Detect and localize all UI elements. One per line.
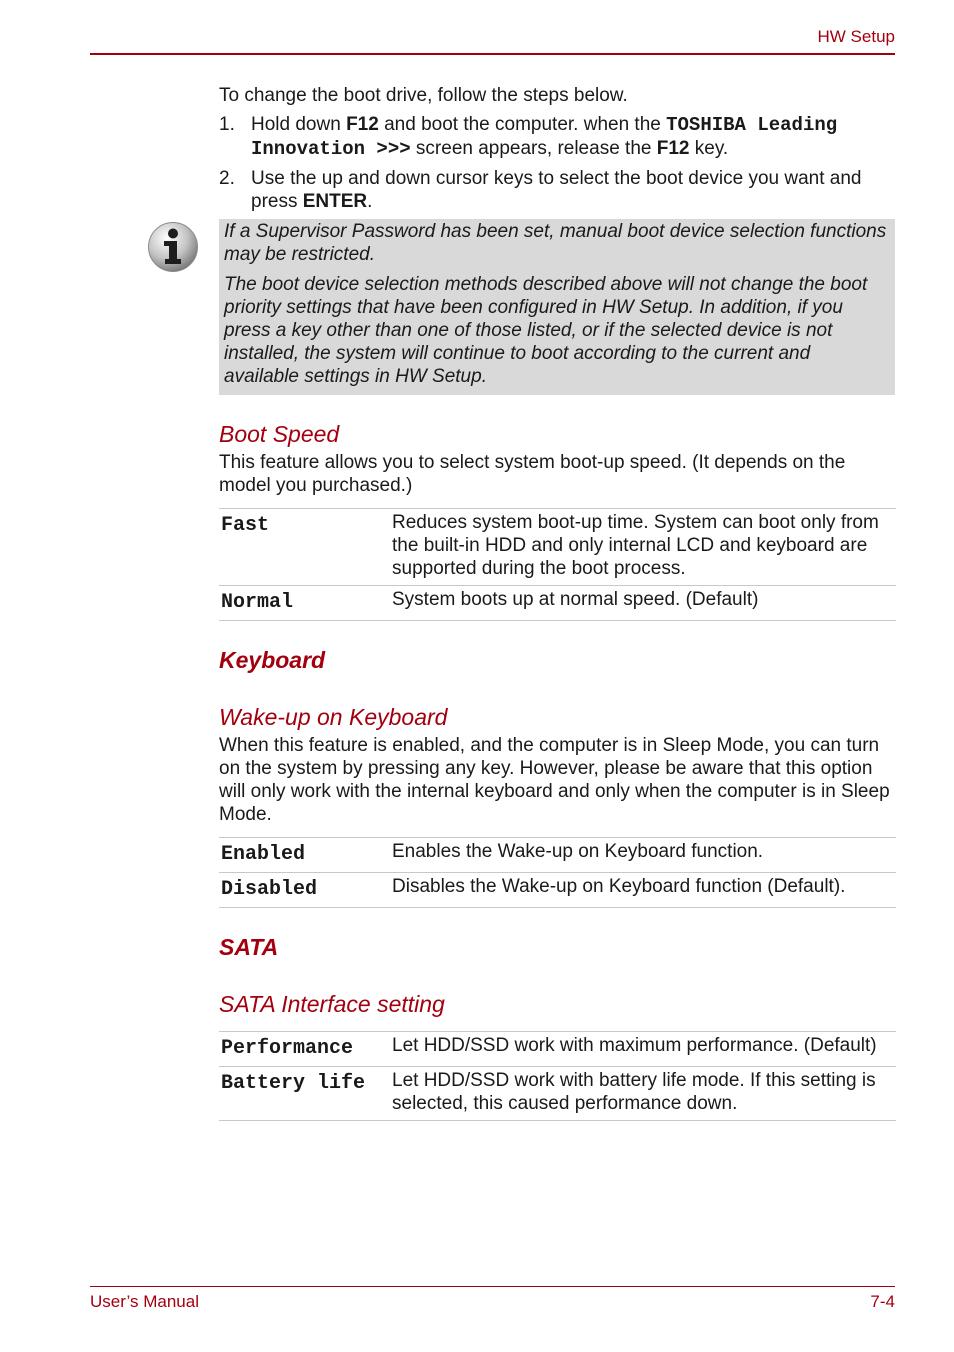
- sata-heading: SATA: [219, 934, 279, 960]
- boot-speed-heading: Boot Speed: [219, 421, 340, 447]
- screen-message: TOSHIBA Leading Innovation >>>: [251, 114, 838, 160]
- note-paragraph: The boot device selection methods described above will not change the boot priority settings that have been configured in HW Setup. In addition, if you press a key other than one of those listed, or if the selected device is not installed, the system will continue to boot according to the current and available settings in HW Setup.: [224, 274, 868, 387]
- step-number: 2.: [219, 168, 235, 189]
- option-key: Performance: [219, 1032, 388, 1067]
- step-text: .: [367, 191, 373, 212]
- note-paragraph: If a Supervisor Password has been set, manual boot device selection functions may be restricted.: [224, 221, 887, 265]
- keyboard-heading: Keyboard: [219, 647, 326, 673]
- wakeup-keyboard-description: When this feature is enabled, and the computer is in Sleep Mode, you can turn on the system by pressing any key. However, please be aware that this option will only work with the internal keyboard and only when the computer is in Sleep Mode.: [219, 735, 890, 825]
- step-number: 1.: [219, 114, 235, 135]
- step-text: Hold down: [251, 114, 347, 135]
- option-key: Battery life: [219, 1067, 388, 1121]
- step-item: [219, 113, 895, 161]
- option-description: Reduces system boot-up time. System can boot only from the built-in HDD and only internal LCD and keyboard are supported during the boot process.: [388, 509, 896, 586]
- intro-text: To change the boot drive, follow the steps below.: [219, 85, 628, 106]
- option-key: Disabled: [219, 873, 388, 908]
- step-text: Use the up and down cursor keys to select the boot device you want and press: [251, 168, 862, 212]
- header-rule: [90, 53, 895, 55]
- key-name: F12: [346, 114, 379, 135]
- running-header: HW Setup: [817, 27, 895, 46]
- sata-interface-heading: SATA Interface setting: [219, 991, 445, 1017]
- footer-manual-title: User’s Manual: [90, 1292, 199, 1311]
- step-text: and boot the computer. when the: [378, 114, 667, 135]
- option-description: Let HDD/SSD work with maximum performance. (Default): [388, 1032, 896, 1067]
- table-row: [219, 509, 896, 586]
- key-name: F12: [656, 138, 690, 159]
- boot-speed-description: This feature allows you to select system boot-up speed. (It depends on the model you purchased.): [219, 452, 846, 496]
- table-row: [219, 873, 896, 908]
- step-text: screen appears, release the: [410, 138, 657, 159]
- wakeup-keyboard-table: [219, 837, 896, 908]
- table-row: [219, 1067, 896, 1121]
- table-row: [219, 586, 896, 621]
- table-row: [219, 1032, 896, 1067]
- note-box: [219, 219, 895, 395]
- option-description: Disables the Wake-up on Keyboard function (Default).: [388, 873, 896, 908]
- footer-rule: [90, 1286, 895, 1287]
- option-description: System boots up at normal speed. (Default): [388, 586, 896, 621]
- sata-interface-table: [219, 1031, 896, 1121]
- option-key: Fast: [219, 509, 388, 586]
- option-key: Normal: [219, 586, 388, 621]
- key-name: ENTER: [302, 191, 368, 212]
- steps-list: [219, 113, 895, 213]
- table-row: [219, 838, 896, 873]
- option-key: Enabled: [219, 838, 388, 873]
- step-text: key.: [689, 138, 729, 159]
- info-icon: [147, 221, 199, 273]
- option-description: Enables the Wake-up on Keyboard function.: [388, 838, 896, 873]
- wakeup-keyboard-heading: Wake-up on Keyboard: [219, 704, 448, 730]
- boot-speed-table: [219, 508, 896, 621]
- page-number: 7-4: [870, 1292, 895, 1311]
- step-item: [219, 167, 895, 213]
- page-content: [219, 84, 895, 1121]
- option-description: Let HDD/SSD work with battery life mode. If this setting is selected, this caused performance down.: [388, 1067, 896, 1121]
- note-block: [219, 219, 895, 395]
